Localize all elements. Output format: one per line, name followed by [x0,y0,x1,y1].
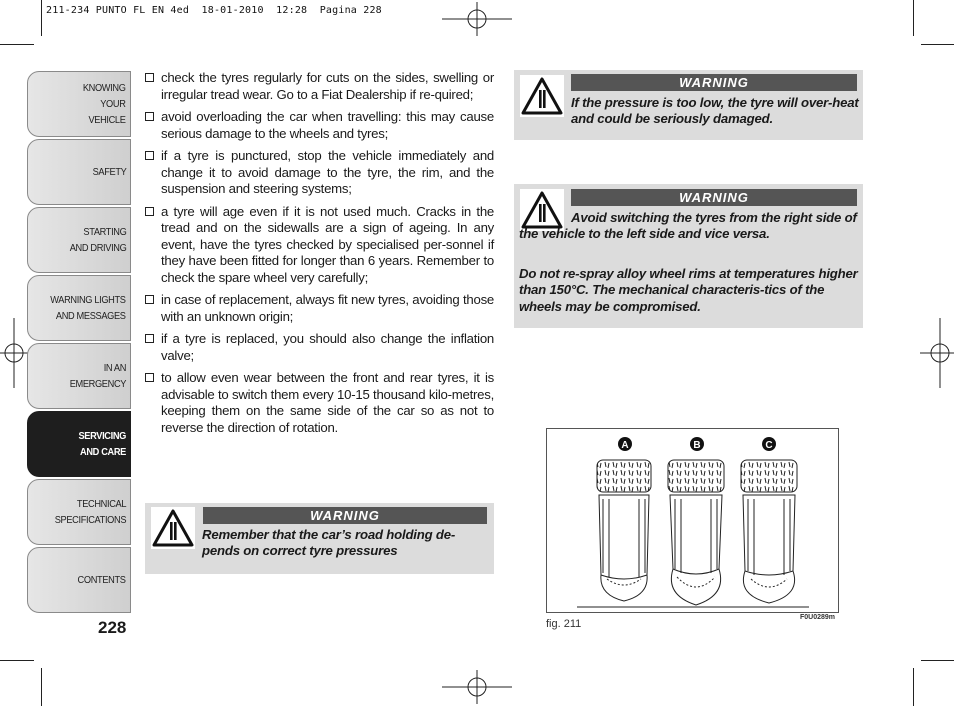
warning-box-tyre-switching [514,184,863,328]
list-item [144,370,494,436]
warning-title: WARNING [203,507,487,524]
print-header: 211-234 PUNTO FL EN 4ed 18-01-2010 12:28 Pagina 228 [46,5,382,16]
sidebar-item-label: IN AN EMERGENCY [69,362,126,390]
sidebar-item-label: KNOWING YOUR VEHICLE [83,82,126,126]
sidebar-item-servicing-and-care[interactable] [27,411,131,477]
figure-label-a [618,437,632,451]
checkbox-square-icon [145,334,154,343]
sidebar-item-label: STARTING AND DRIVING [69,226,126,254]
sidebar-item-knowing-your-vehicle[interactable] [27,71,131,137]
figure-caption: fig. 211 [546,618,582,630]
sidebar-item-label: CONTENTS [77,574,126,586]
figure-code: F0U0289m [800,614,836,621]
registration-mark-top [442,2,512,36]
tyre-a-drawing [597,460,651,601]
warning-text-respray: Do not re-spray alloy wheel rims at temperatures higher than 150°C. The mechanical characteris-tics of the wheels may be compromised. [519,266,858,314]
warning-text: Remember that the car’s road holding de-pends on correct tyre pressures [202,527,456,559]
svg-text:C: C [765,440,773,451]
list-item [144,292,494,325]
figure-label-b [690,437,704,451]
checkbox-square-icon [145,112,154,121]
list-item [144,331,494,364]
warning-text-switching: Avoid switching the tyres from the right side of the vehicle to the left side and vice versa. [519,210,857,242]
registration-mark-right [920,318,954,388]
page-number: 228 [98,618,127,637]
tyre-advice-list [144,70,494,442]
list-item [144,148,494,198]
warning-title: WARNING [571,189,857,206]
list-item [144,204,494,287]
list-item-text: check the tyres regularly for cuts on the sides, swelling or irregular tread wear. Go to a Fiat Dealership if re-quired; [161,70,494,102]
sidebar-item-contents[interactable] [27,547,131,613]
list-item-text: if a tyre is punctured, stop the vehicle immediately and change it to avoid damage to the tyre, the rim, and the suspension and steering systems; [161,148,494,196]
warning-text: If the pressure is too low, the tyre will over-heat and could be seriously damaged. [571,95,859,127]
tyre-c-drawing [741,460,797,603]
list-item-text: avoid overloading the car when travelling: this may cause serious damage to the wheels and tyres; [161,109,494,141]
warning-box-road-holding [145,503,494,574]
warning-title: WARNING [571,74,857,91]
warning-box-low-pressure [514,70,863,140]
list-item-text: if a tyre is replaced, you should also change the inflation valve; [161,331,494,363]
list-item [144,70,494,103]
sidebar-item-label: WARNING LIGHTS AND MESSAGES [50,294,126,322]
warning-triangle-icon [520,75,564,117]
registration-mark-bottom [442,670,512,704]
svg-text:A: A [621,440,629,451]
sidebar-item-starting-and-driving[interactable] [27,207,131,273]
checkbox-square-icon [145,73,154,82]
list-item [144,109,494,142]
figure-tyre-wear [546,428,839,613]
sidebar-item-label: SERVICING AND CARE [78,430,126,458]
list-item-text: a tyre will age even if it is not used much. Cracks in the tread and on the sidewalls are a sign of ageing. In any event, have the tyres checked by specialised per-sonnel if they have been fitted for longer than 6 years. Remember to check the spare wheel very carefully; [161,203,494,285]
sidebar-item-label: TECHNICAL SPECIFICATIONS [54,498,126,526]
list-item-text: in case of replacement, always fit new tyres, avoiding those with an unknown origin; [161,292,494,324]
svg-text:B: B [693,440,701,451]
tyre-wear-illustration [547,429,838,612]
warning-triangle-icon [151,507,195,549]
sidebar-item-in-an-emergency[interactable] [27,343,131,409]
sidebar-item-safety[interactable] [27,139,131,205]
tyre-b-drawing [668,460,724,605]
list-item-text: to allow even wear between the front and rear tyres, it is advisable to switch them every 10-15 thousand kilo-metres, keeping them on the same side of the car so as not to reverse the direction of rotation. [161,370,494,435]
sidebar-item-label: SAFETY [92,166,126,178]
sidebar-item-warning-lights[interactable] [27,275,131,341]
figure-label-c [762,437,776,451]
checkbox-square-icon [145,207,154,216]
checkbox-square-icon [145,373,154,382]
sidebar-item-technical-specifications[interactable] [27,479,131,545]
checkbox-square-icon [145,295,154,304]
checkbox-square-icon [145,151,154,160]
